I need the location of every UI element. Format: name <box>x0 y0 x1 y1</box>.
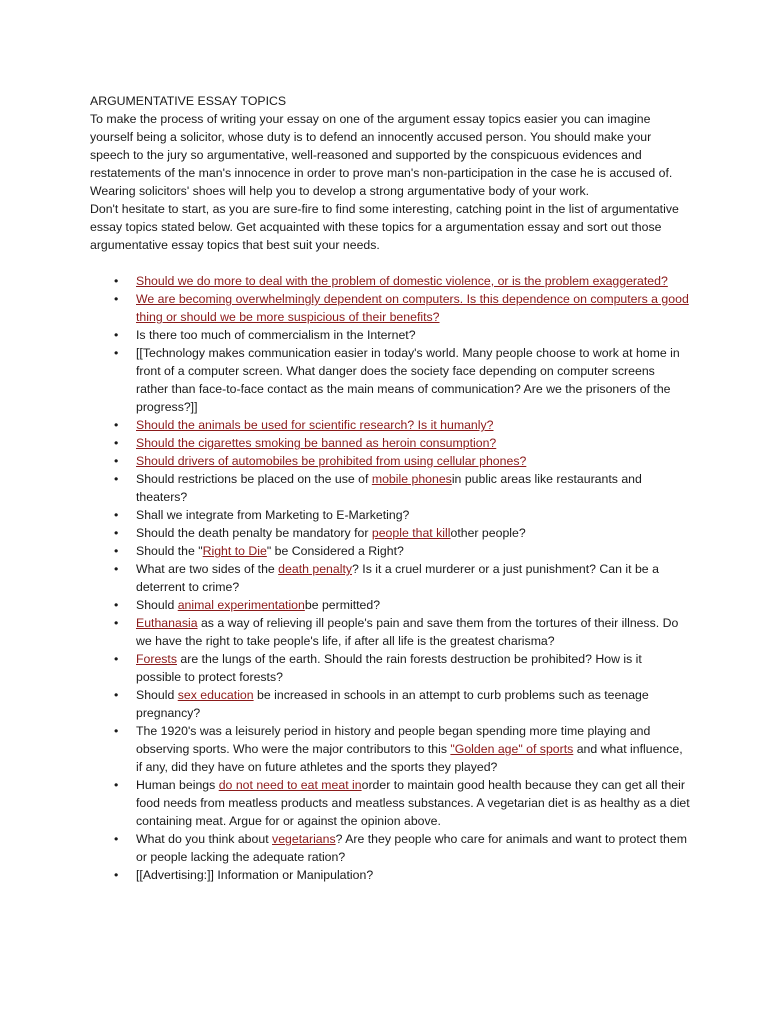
topic-item <box>114 542 690 560</box>
bullet-icon: • <box>114 436 119 450</box>
topic-text: order to maintain good health because they can get all their food needs from meatless products and meatless substances. A vegetarian diet is as healthy as a diet containing meat. Argue for or against the opinion above. <box>136 778 690 828</box>
topic-item <box>114 506 690 524</box>
bullet-icon: • <box>114 652 119 666</box>
bullet-icon: • <box>114 526 119 540</box>
topic-text: are the lungs of the earth. Should the rain forests destruction be prohibited? How is it possible to protect forests? <box>136 652 642 684</box>
topic-item <box>114 830 690 866</box>
topic-list <box>90 272 690 884</box>
bullet-icon: • <box>114 328 119 342</box>
topic-text: Should the " <box>136 544 203 558</box>
bullet-icon: • <box>114 724 119 738</box>
topic-item <box>114 434 690 452</box>
intro-paragraph-2: Don't hesitate to start, as you are sure-fire to find some interesting, catching point in the list of argumentative essay topics stated below. Get acquainted with these topics for a argumentation essay and sort out those argumentative essay topics that best suit your needs. <box>90 202 679 252</box>
bullet-icon: • <box>114 292 119 306</box>
topic-link[interactable]: "Golden age" of sports <box>450 742 574 756</box>
bullet-icon: • <box>114 544 119 558</box>
bullet-icon: • <box>114 274 119 288</box>
topic-item <box>114 344 690 416</box>
topic-item <box>114 326 690 344</box>
document-page <box>90 92 690 884</box>
topic-link[interactable]: We are becoming overwhelmingly dependent on computers. Is this dependence on computers a good thing or should we be more suspicious of their benefits? <box>136 292 689 324</box>
topic-link[interactable]: Should drivers of automobiles be prohibited from using cellular phones? <box>136 454 527 468</box>
topic-text: [[Technology makes communication easier in today's world. Many people choose to work at home in front of a computer screen. What danger does the society face depending on computer screens rather than face-to-face contact as the main means of communication? Are we the prisoners of the progress?]] <box>136 346 680 414</box>
topic-text: Should <box>136 688 178 702</box>
topic-link[interactable]: Should we do more to deal with the problem of domestic violence, or is the problem exaggerated? <box>136 274 668 288</box>
topic-item <box>114 686 690 722</box>
topic-text: What are two sides of the <box>136 562 279 576</box>
topic-text: ? Are they people who care for animals and want to protect them or people lacking the adequate ration? <box>136 832 687 864</box>
bullet-icon: • <box>114 778 119 792</box>
bullet-icon: • <box>114 346 119 360</box>
topic-item <box>114 614 690 650</box>
bullet-icon: • <box>114 868 119 882</box>
bullet-icon: • <box>114 454 119 468</box>
topic-item <box>114 452 690 470</box>
bullet-icon: • <box>114 418 119 432</box>
topic-item <box>114 722 690 776</box>
topic-text: other people? <box>450 526 526 540</box>
topic-text: as a way of relieving ill people's pain and save them from the tortures of their illness. Do we have the right to take people's life, if after all life is the greatest charisma? <box>136 616 679 648</box>
topic-link[interactable]: animal experimentation <box>177 598 305 612</box>
topic-text: be permitted? <box>304 598 381 612</box>
topic-text: What do you think about <box>136 832 273 846</box>
topic-item <box>114 524 690 542</box>
topic-item <box>114 596 690 614</box>
topic-text: ? Is it a cruel murderer or a just punishment? Can it be a deterrent to crime? <box>136 562 659 594</box>
topic-text: Is there too much of commercialism in the Internet? <box>136 328 416 342</box>
topic-link[interactable]: vegetarians <box>272 832 336 846</box>
topic-item <box>114 560 690 596</box>
topic-item <box>114 272 690 290</box>
topic-item <box>114 776 690 830</box>
topic-text: [[Advertising:]] Information or Manipulation? <box>136 868 374 882</box>
intro-paragraph-1: To make the process of writing your essay on one of the argument essay topics easier you can imagine yourself being a solicitor, whose duty is to defend an innocently accused person. You should make your speech to the jury so argumentative, well-reasoned and supported by the conspicuous evidences and restatements of the man's innocence in order to prove man's non-participation in the case he is accused of. Wearing solicitors' shoes will help you to develop a strong argumentative body of your work. <box>90 112 673 198</box>
topic-link[interactable]: Should the animals be used for scientific research? Is it humanly? <box>136 418 494 432</box>
topic-link[interactable]: Forests <box>136 652 177 666</box>
topic-item <box>114 290 690 326</box>
topic-text: be increased in schools in an attempt to curb problems such as teenage pregnancy? <box>136 688 649 720</box>
bullet-icon: • <box>114 688 119 702</box>
bullet-icon: • <box>114 472 119 486</box>
topic-link[interactable]: Right to Die <box>202 544 267 558</box>
topic-item <box>114 650 690 686</box>
bullet-icon: • <box>114 562 119 576</box>
topic-link[interactable]: do not need to eat meat in <box>218 778 362 792</box>
topic-link[interactable]: death penalty <box>278 562 353 576</box>
topic-link[interactable]: sex education <box>177 688 254 702</box>
topic-text: in public areas like restaurants and theaters? <box>136 472 642 504</box>
topic-link[interactable]: mobile phones <box>371 472 452 486</box>
bullet-icon: • <box>114 616 119 630</box>
bullet-icon: • <box>114 832 119 846</box>
topic-text: Shall we integrate from Marketing to E-Marketing? <box>136 508 410 522</box>
topic-text: " be Considered a Right? <box>266 544 404 558</box>
topic-text: The 1920's was a leisurely period in history and people began spending more time playing and observing sports. Who were the major contributors to this <box>136 724 651 756</box>
topic-text: Human beings <box>136 778 219 792</box>
bullet-icon: • <box>114 508 119 522</box>
document-title: ARGUMENTATIVE ESSAY TOPICS <box>90 94 287 108</box>
topic-text: and what influence, if any, did they have on future athletes and the sports they played? <box>136 742 683 774</box>
topic-link[interactable]: Should the cigarettes smoking be banned as heroin consumption? <box>136 436 497 450</box>
topic-link[interactable]: people that kill <box>371 526 451 540</box>
topic-text: Should restrictions be placed on the use of <box>136 472 372 486</box>
topic-text: Should <box>136 598 178 612</box>
topic-item <box>114 866 690 884</box>
topic-item <box>114 416 690 434</box>
topic-item <box>114 470 690 506</box>
topic-text: Should the death penalty be mandatory for <box>136 526 372 540</box>
bullet-icon: • <box>114 598 119 612</box>
topic-link[interactable]: Euthanasia <box>136 616 198 630</box>
